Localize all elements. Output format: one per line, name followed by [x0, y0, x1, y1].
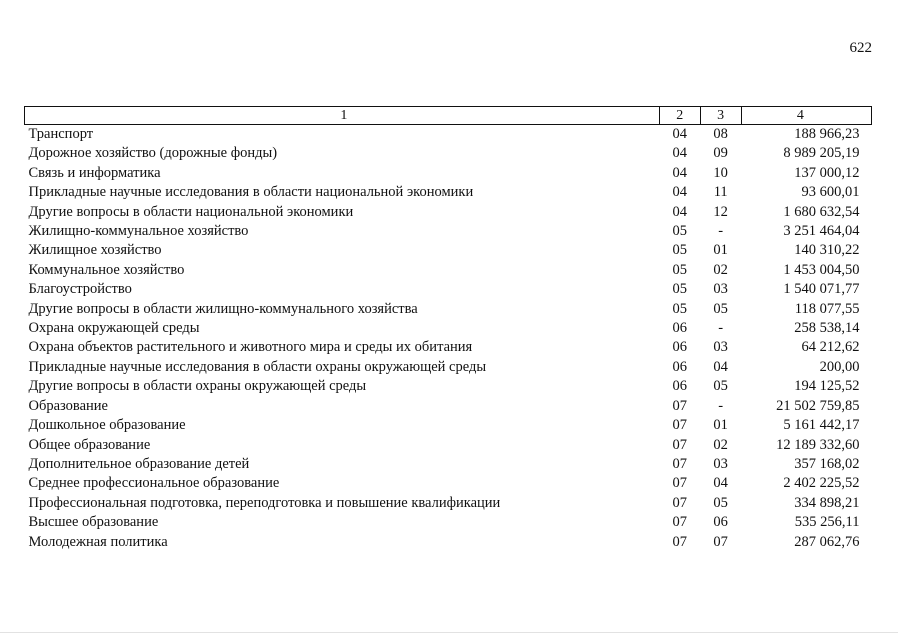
page-number: 622 [849, 40, 872, 56]
table-row [25, 436, 872, 455]
cell-subsection: 03 [713, 281, 728, 298]
header-col-section: 2 [659, 107, 700, 125]
cell-section: 07 [672, 436, 687, 453]
cell-subsection: 03 [713, 455, 728, 472]
cell-amount: 1 680 632,54 [783, 203, 860, 220]
cell-section: 05 [672, 281, 687, 298]
table-row [25, 222, 872, 241]
cell-subsection: 04 [713, 358, 728, 375]
cell-section: 05 [672, 242, 687, 259]
cell-amount: 1 540 071,77 [783, 281, 860, 298]
cell-subsection: 12 [713, 203, 728, 220]
table-row [25, 377, 872, 396]
table-row [25, 241, 872, 260]
cell-subsection: 03 [713, 339, 728, 356]
header-col-name: 1 [25, 107, 660, 125]
cell-amount: 140 310,22 [794, 242, 860, 259]
cell-subsection: 06 [713, 514, 728, 531]
table-row [25, 144, 872, 163]
cell-amount: 93 600,01 [801, 184, 860, 201]
cell-name: Коммунальное хозяйство [28, 261, 185, 278]
cell-name: Образование [28, 397, 108, 414]
table-row [25, 474, 872, 493]
cell-subsection: 09 [713, 145, 728, 162]
cell-section: 07 [672, 494, 687, 511]
cell-name: Прикладные научные исследования в области национальной экономики [28, 184, 474, 201]
cell-section: 05 [672, 261, 687, 278]
cell-name: Общее образование [28, 436, 151, 453]
cell-subsection: 05 [713, 494, 728, 511]
cell-section: 06 [672, 358, 687, 375]
table-body [25, 125, 872, 552]
cell-subsection: 10 [713, 164, 728, 181]
cell-name: Дорожное хозяйство (дорожные фонды) [28, 145, 278, 162]
cell-amount: 5 161 442,17 [783, 417, 860, 434]
cell-name: Дошкольное образование [28, 417, 186, 434]
cell-amount: 118 077,55 [794, 300, 860, 317]
table-header [25, 107, 872, 125]
cell-section: 07 [672, 514, 687, 531]
table-row [25, 416, 872, 435]
cell-amount: 137 000,12 [794, 164, 860, 181]
cell-amount: 21 502 759,85 [776, 397, 860, 414]
cell-subsection: 02 [713, 436, 728, 453]
cell-section: 06 [672, 320, 687, 337]
cell-section: 07 [672, 397, 687, 414]
table-row [25, 203, 872, 222]
cell-name: Дополнительное образование детей [28, 455, 250, 472]
cell-amount: 3 251 464,04 [783, 223, 860, 240]
cell-section: 06 [672, 339, 687, 356]
cell-subsection: 01 [713, 242, 728, 259]
table-row [25, 513, 872, 532]
scan-edge-line [0, 632, 898, 633]
cell-name: Жилищно-коммунальное хозяйство [28, 223, 249, 240]
cell-subsection: 02 [713, 261, 728, 278]
cell-section: 04 [672, 164, 687, 181]
cell-section: 07 [672, 417, 687, 434]
table-row [25, 183, 872, 202]
cell-section: 07 [672, 475, 687, 492]
cell-amount: 188 966,23 [794, 126, 860, 142]
cell-amount: 357 168,02 [794, 455, 860, 472]
cell-subsection: 08 [713, 126, 728, 142]
cell-name: Другие вопросы в области национальной экономики [28, 203, 354, 220]
cell-amount: 200,00 [819, 358, 860, 375]
cell-name: Профессиональная подготовка, переподготовка и повышение квалификации [28, 494, 501, 511]
table-row [25, 164, 872, 183]
cell-name: Высшее образование [28, 514, 159, 531]
cell-subsection: 01 [713, 417, 728, 434]
table-row [25, 280, 872, 299]
cell-amount: 2 402 225,52 [783, 475, 860, 492]
cell-subsection: 05 [713, 300, 728, 317]
cell-amount: 64 212,62 [801, 339, 860, 356]
cell-amount: 194 125,52 [794, 378, 860, 395]
cell-name: Связь и информатика [28, 164, 161, 181]
cell-amount: 1 453 004,50 [783, 261, 860, 278]
header-col-subsection: 3 [700, 107, 741, 125]
cell-name: Транспорт [28, 126, 94, 142]
table-row [25, 338, 872, 357]
cell-amount: 334 898,21 [794, 494, 860, 511]
cell-amount: 258 538,14 [794, 320, 860, 337]
cell-name: Молодежная политика [28, 533, 168, 550]
cell-name: Охрана окружающей среды [28, 320, 200, 337]
cell-amount: 12 189 332,60 [776, 436, 860, 453]
cell-subsection: - [718, 320, 724, 337]
table-row [25, 319, 872, 338]
cell-section: 06 [672, 378, 687, 395]
cell-section: 04 [672, 203, 687, 220]
cell-subsection: - [718, 223, 724, 240]
cell-name: Благоустройство [28, 281, 132, 298]
cell-section: 05 [672, 300, 687, 317]
cell-section: 05 [672, 223, 687, 240]
budget-table [24, 106, 872, 552]
cell-subsection: 11 [713, 184, 728, 201]
cell-name: Другие вопросы в области охраны окружающей среды [28, 378, 367, 395]
table-row [25, 125, 872, 145]
cell-section: 04 [672, 126, 687, 142]
table-row [25, 358, 872, 377]
table-row [25, 494, 872, 513]
table-row [25, 300, 872, 319]
header-row [25, 107, 872, 125]
header-col-amount: 4 [741, 107, 871, 125]
cell-name: Охрана объектов растительного и животного мира и среды их обитания [28, 339, 473, 356]
table-row [25, 455, 872, 474]
table-row [25, 533, 872, 552]
cell-section: 07 [672, 455, 687, 472]
cell-name: Среднее профессиональное образование [28, 475, 280, 492]
cell-subsection: 04 [713, 475, 728, 492]
cell-subsection: 05 [713, 378, 728, 395]
cell-amount: 535 256,11 [794, 514, 860, 531]
cell-section: 04 [672, 145, 687, 162]
cell-section: 07 [672, 533, 687, 550]
cell-subsection: - [718, 397, 724, 414]
table-row [25, 397, 872, 416]
cell-name: Жилищное хозяйство [28, 242, 162, 259]
cell-subsection: 07 [713, 533, 728, 550]
cell-section: 04 [672, 184, 687, 201]
cell-name: Другие вопросы в области жилищно-коммунального хозяйства [28, 300, 418, 317]
cell-name: Прикладные научные исследования в области охраны окружающей среды [28, 358, 487, 375]
cell-amount: 8 989 205,19 [783, 145, 860, 162]
cell-amount: 287 062,76 [794, 533, 860, 550]
table-row [25, 261, 872, 280]
